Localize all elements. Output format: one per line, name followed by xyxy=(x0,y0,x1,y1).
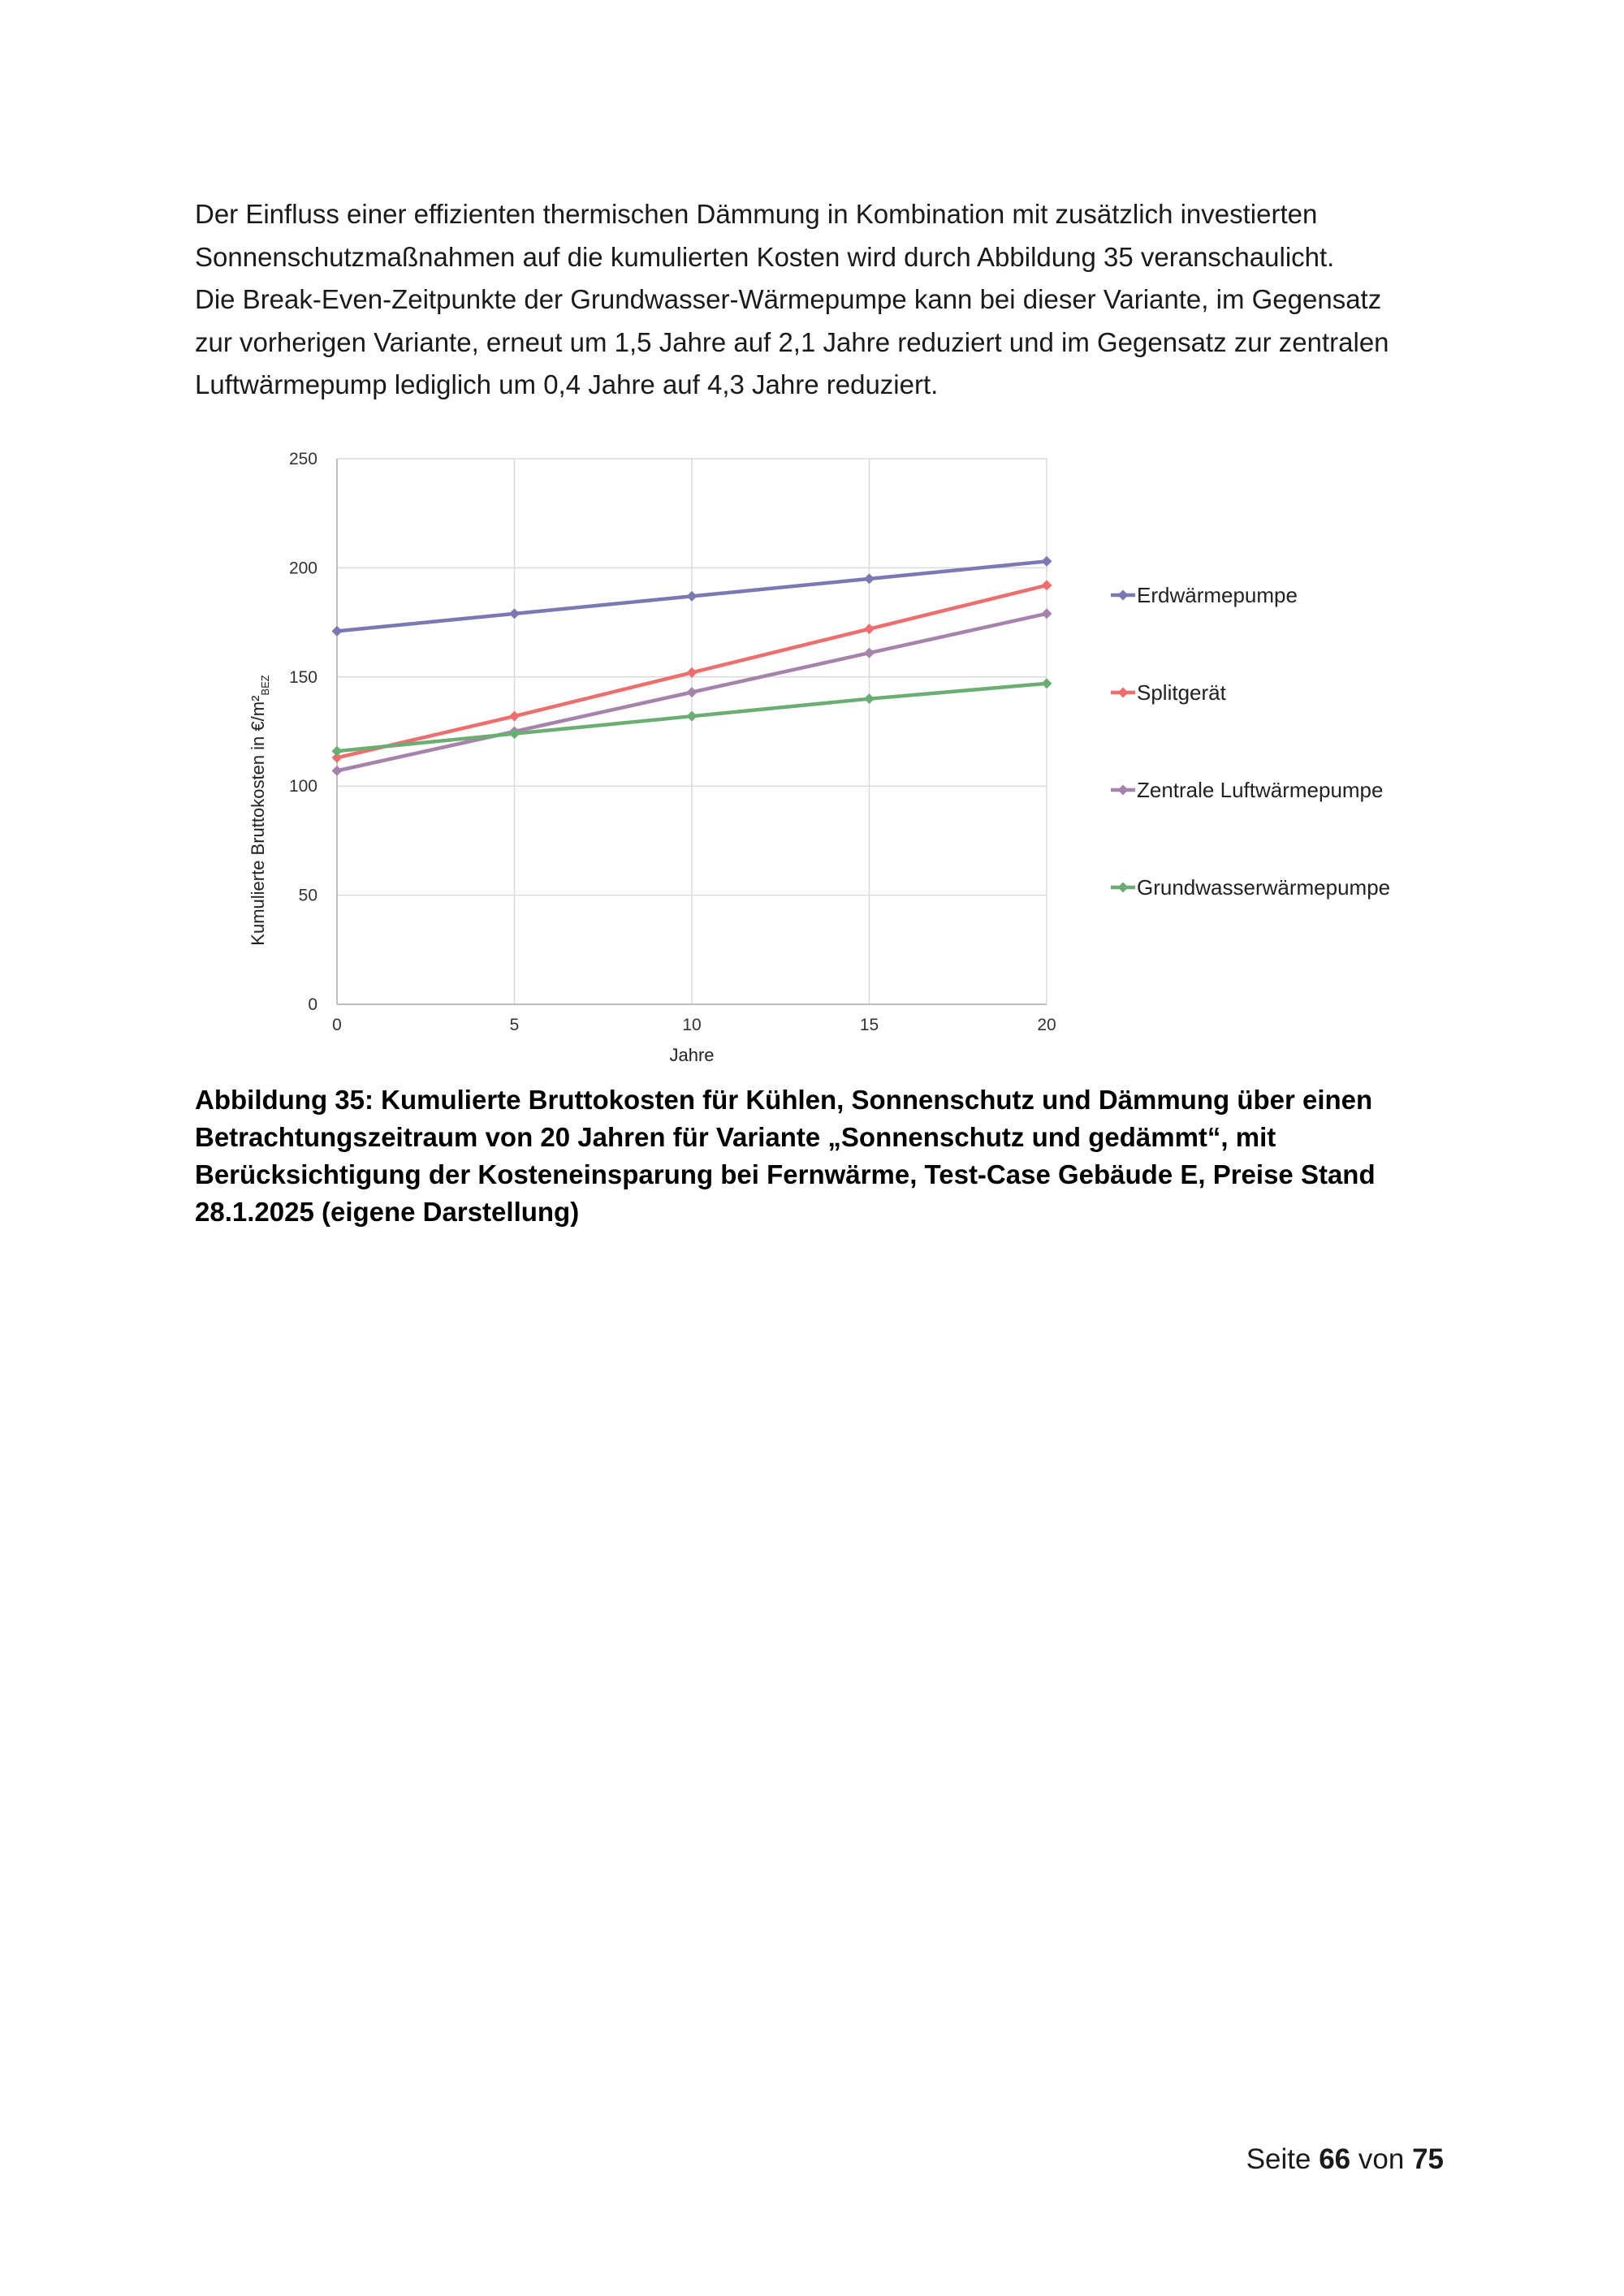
y-axis-title xyxy=(248,675,271,945)
data-point-splitgerät xyxy=(864,624,875,634)
data-point-splitgerät xyxy=(687,667,698,678)
data-point-zentrale-luftwärmepumpe xyxy=(864,648,875,658)
page-number-middle: von xyxy=(1358,2143,1405,2175)
x-tick-label: 20 xyxy=(1037,1016,1056,1034)
data-point-splitgerät xyxy=(509,711,520,722)
caption-line: Abbildung 35: Kumulierte Bruttokosten für Kühlen, Sonnenschutz und Dämmung über einen xyxy=(195,1085,1373,1115)
data-point-erdwärmepumpe xyxy=(332,626,343,637)
y-axis-title-main: Kumulierte Bruttokosten in €/m² xyxy=(248,695,268,946)
data-point-erdwärmepumpe xyxy=(687,591,698,602)
page-number xyxy=(1246,2143,1444,2176)
y-tick-label: 0 xyxy=(308,995,317,1014)
data-point-grundwasserwärmepumpe xyxy=(1042,678,1052,688)
figure-caption xyxy=(195,1081,1462,1231)
page-number-current: 66 xyxy=(1319,2143,1351,2175)
paragraph-line: Die Break-Even-Zeitpunkte der Grundwasser-Wärmepumpe kann bei dieser Variante, im Gegensatz xyxy=(195,284,1382,314)
paragraph-line: Sonnenschutzmaßnahmen auf die kumulierten Kosten wird durch Abbildung 35 veranschaulicht. xyxy=(195,241,1335,272)
legend-label-erdwärmepumpe: Erdwärmepumpe xyxy=(1137,583,1298,607)
caption-line: Betrachtungszeitraum von 20 Jahren für Variante „Sonnenschutz und gedämmt“, mit xyxy=(195,1122,1276,1152)
data-point-grundwasserwärmepumpe xyxy=(332,746,343,757)
data-point-zentrale-luftwärmepumpe xyxy=(332,766,343,776)
data-point-erdwärmepumpe xyxy=(864,573,875,584)
data-point-zentrale-luftwärmepumpe xyxy=(1042,608,1052,619)
data-point-grundwasserwärmepumpe xyxy=(864,693,875,704)
caption-line: Berücksichtigung der Kosteneinsparung bei Fernwärme, Test-Case Gebäude E, Preise Stand xyxy=(195,1159,1376,1189)
legend-marker-erdwärmepumpe xyxy=(1118,590,1129,601)
legend-label-grundwasserwärmepumpe: Grundwasserwärmepumpe xyxy=(1137,875,1391,900)
line-chart-svg xyxy=(235,434,1453,1076)
legend-marker-splitgerät xyxy=(1118,688,1129,698)
legend-marker-zentrale-luftwärmepumpe xyxy=(1118,785,1129,796)
y-axis-title-subscript: BEZ xyxy=(259,675,271,696)
x-tick-label: 0 xyxy=(332,1016,342,1034)
x-tick-label: 10 xyxy=(682,1016,702,1034)
paragraph-line: Der Einfluss einer effizienten thermischen Dämmung in Kombination mit zusätzlich investierten xyxy=(195,199,1318,229)
chart-legend xyxy=(1111,583,1390,900)
page-number-total: 75 xyxy=(1412,2143,1444,2175)
page-number-prefix: Seite xyxy=(1246,2143,1311,2175)
y-tick-label: 50 xyxy=(298,886,317,905)
body-paragraph xyxy=(195,193,1462,407)
paragraph-line: zur vorherigen Variante, erneut um 1,5 Jahre auf 2,1 Jahre reduziert und im Gegensatz zur zentralen xyxy=(195,326,1389,357)
x-tick-label: 5 xyxy=(509,1016,520,1034)
legend-marker-grundwasserwärmepumpe xyxy=(1118,883,1129,893)
y-tick-label: 150 xyxy=(288,667,317,687)
caption-line: 28.1.2025 (eigene Darstellung) xyxy=(195,1197,580,1227)
y-tick-label: 100 xyxy=(288,777,317,796)
legend-label-zentrale-luftwärmepumpe: Zentrale Luftwärmepumpe xyxy=(1137,778,1384,802)
x-axis-title: Jahre xyxy=(669,1045,715,1065)
y-tick-label: 200 xyxy=(288,559,317,578)
data-point-splitgerät xyxy=(1042,580,1052,590)
x-tick-label: 15 xyxy=(859,1016,879,1034)
data-point-erdwärmepumpe xyxy=(509,608,520,619)
data-point-erdwärmepumpe xyxy=(1042,556,1052,567)
line-chart xyxy=(235,434,1453,1076)
y-tick-label: 250 xyxy=(288,450,317,468)
data-point-zentrale-luftwärmepumpe xyxy=(687,687,698,697)
legend-label-splitgerät: Splitgerät xyxy=(1137,680,1226,705)
paragraph-line: Luftwärmepump lediglich um 0,4 Jahre auf 4,3 Jahre reduziert. xyxy=(195,369,939,399)
data-point-grundwasserwärmepumpe xyxy=(687,711,698,722)
